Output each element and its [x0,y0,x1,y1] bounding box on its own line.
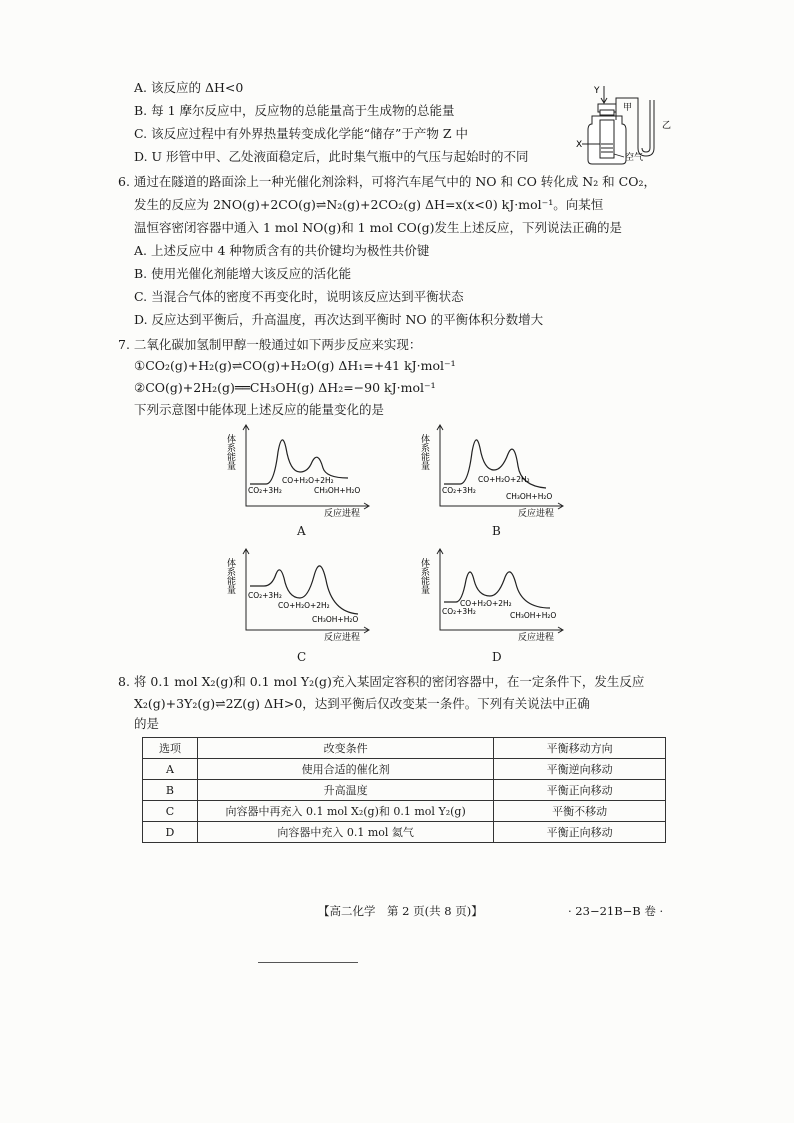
graph-b-xlabel: 反应进程 [518,509,555,519]
table-cell: B [143,780,198,801]
table-cell: 平衡正向移动 [494,780,666,801]
table-cell: D [143,822,198,843]
q6-option-b: B. 使用光催化剂能增大该反应的活化能 [134,266,352,281]
table-cell: C [143,801,198,822]
graph-c-start: CO₂+3H₂ [248,591,282,600]
graph-c-ylabel: 体系能量 [225,558,235,594]
q8-stem-line2: X₂(g)+3Y₂(g)⇌2Z(g) ΔH>0，达到平衡后仅改变某一条件。下列有关说法中正确 [134,696,590,711]
table-cell: 向容器中再充入 0.1 mol X₂(g)和 0.1 mol Y₂(g) [197,801,493,822]
q5-option-b: B. 每 1 摩尔反应中，反应物的总能量高于生成物的总能量 [134,103,455,118]
graph-a-label: A [297,524,306,538]
table-cell: 升高温度 [197,780,493,801]
q6-stem-line2: 发生的反应为 2NO(g)+2CO(g)⇌N₂(g)+2CO₂(g) ΔH=x(x<0) kJ·mol⁻¹。向某恒 [134,197,604,212]
apparatus-label-jia: 甲 [623,103,633,113]
graph-d-xlabel: 反应进程 [518,633,555,643]
q7-stem: 7. 二氧化碳加氢制甲醇一般通过如下两步反应来实现： [118,337,422,352]
graph-a-end: CH₃OH+H₂O [314,486,361,495]
energy-graph-a [225,422,378,522]
q7-question: 下列示意图中能体现上述反应的能量变化的是 [134,402,385,417]
graph-d-mid: CO+H₂O+2H₂ [460,599,512,608]
table-cell: 向容器中充入 0.1 mol 氦气 [197,822,493,843]
energy-graph-b [419,422,572,522]
table-row [143,759,666,780]
q7-equation-2: ②CO(g)+2H₂(g)══CH₃OH(g) ΔH₂=−90 kJ·mol⁻¹ [134,380,436,395]
graph-b-label: B [492,524,501,538]
table-header: 平衡移动方向 [494,738,666,759]
energy-graph-c [225,546,378,646]
table-cell: 平衡正向移动 [494,822,666,843]
table-cell: 使用合适的催化剂 [197,759,493,780]
q8-stem-line3: 的是 [134,716,160,731]
table-header: 改变条件 [197,738,493,759]
graph-b-mid: CO+H₂O+2H₂ [478,475,530,484]
graph-a-xlabel: 反应进程 [324,509,361,519]
q6-stem-line1: 6. 通过在隧道的路面涂上一种光催化剂涂料，可将汽车尾气中的 NO 和 CO 转化成 N₂ 和 CO₂， [118,174,656,189]
energy-graph-d [419,546,572,646]
graph-c-mid: CO+H₂O+2H₂ [278,601,330,610]
graph-c-label: C [297,650,307,664]
table-cell: A [143,759,198,780]
table-row [143,801,666,822]
table-cell: 平衡逆向移动 [494,759,666,780]
q5-option-d: D. U 形管中甲、乙处液面稳定后，此时集气瓶中的气压与起始时的不同 [134,149,529,164]
apparatus-label-air: 空气 [625,153,644,163]
q6-stem-line3: 温恒容密闭容器中通入 1 mol NO(g)和 1 mol CO(g)发生上述反应，下列说法正确的是 [134,220,623,235]
table-row [143,780,666,801]
graph-d-ylabel: 体系能量 [419,558,429,594]
q6-option-d: D. 反应达到平衡后，升高温度，再次达到平衡时 NO 的平衡体积分数增大 [134,312,544,327]
apparatus-label-y: Y [594,86,600,96]
page-footer-title: 【高二化学 第 2 页(共 8 页)】 [318,904,483,918]
table-row [143,822,666,843]
graph-c-xlabel: 反应进程 [324,633,361,643]
table-cell: 平衡不移动 [494,801,666,822]
graph-b-start: CO₂+3H₂ [442,486,476,495]
graph-d-label: D [492,650,502,664]
q5-option-a: A. 该反应的 ΔH<0 [134,80,244,95]
gas-bottle-apparatus [574,80,704,170]
q8-options-table [142,737,666,843]
divider [258,962,358,963]
graph-b-end: CH₃OH+H₂O [506,492,553,501]
q6-option-a: A. 上述反应中 4 种物质含有的共价键均为极性共价键 [134,243,430,258]
page-footer-code: · 23−21B−B 卷 · [568,904,664,918]
graph-a-ylabel: 体系能量 [225,434,235,470]
q7-equation-1: ①CO₂(g)+H₂(g)⇌CO(g)+H₂O(g) ΔH₁=+41 kJ·mol⁻¹ [134,358,456,373]
graph-b-ylabel: 体系能量 [419,434,429,470]
graph-d-end: CH₃OH+H₂O [510,611,557,620]
graph-a-start: CO₂+3H₂ [248,486,282,495]
q5-option-c: C. 该反应过程中有外界热量转变成化学能“储存”于产物 Z 中 [134,126,468,141]
q6-option-c: C. 当混合气体的密度不再变化时，说明该反应达到平衡状态 [134,289,464,304]
graph-d-start: CO₂+3H₂ [442,607,476,616]
table-header-row [143,738,666,759]
q8-stem-line1: 8. 将 0.1 mol X₂(g)和 0.1 mol Y₂(g)充入某固定容积的密闭容器中，在一定条件下，发生反应 [118,674,645,689]
graph-c-end: CH₃OH+H₂O [312,615,359,624]
apparatus-label-x: X [576,140,583,150]
graph-a-mid: CO+H₂O+2H₂ [282,476,334,485]
table-header: 选项 [143,738,198,759]
apparatus-label-yi: 乙 [662,121,672,131]
